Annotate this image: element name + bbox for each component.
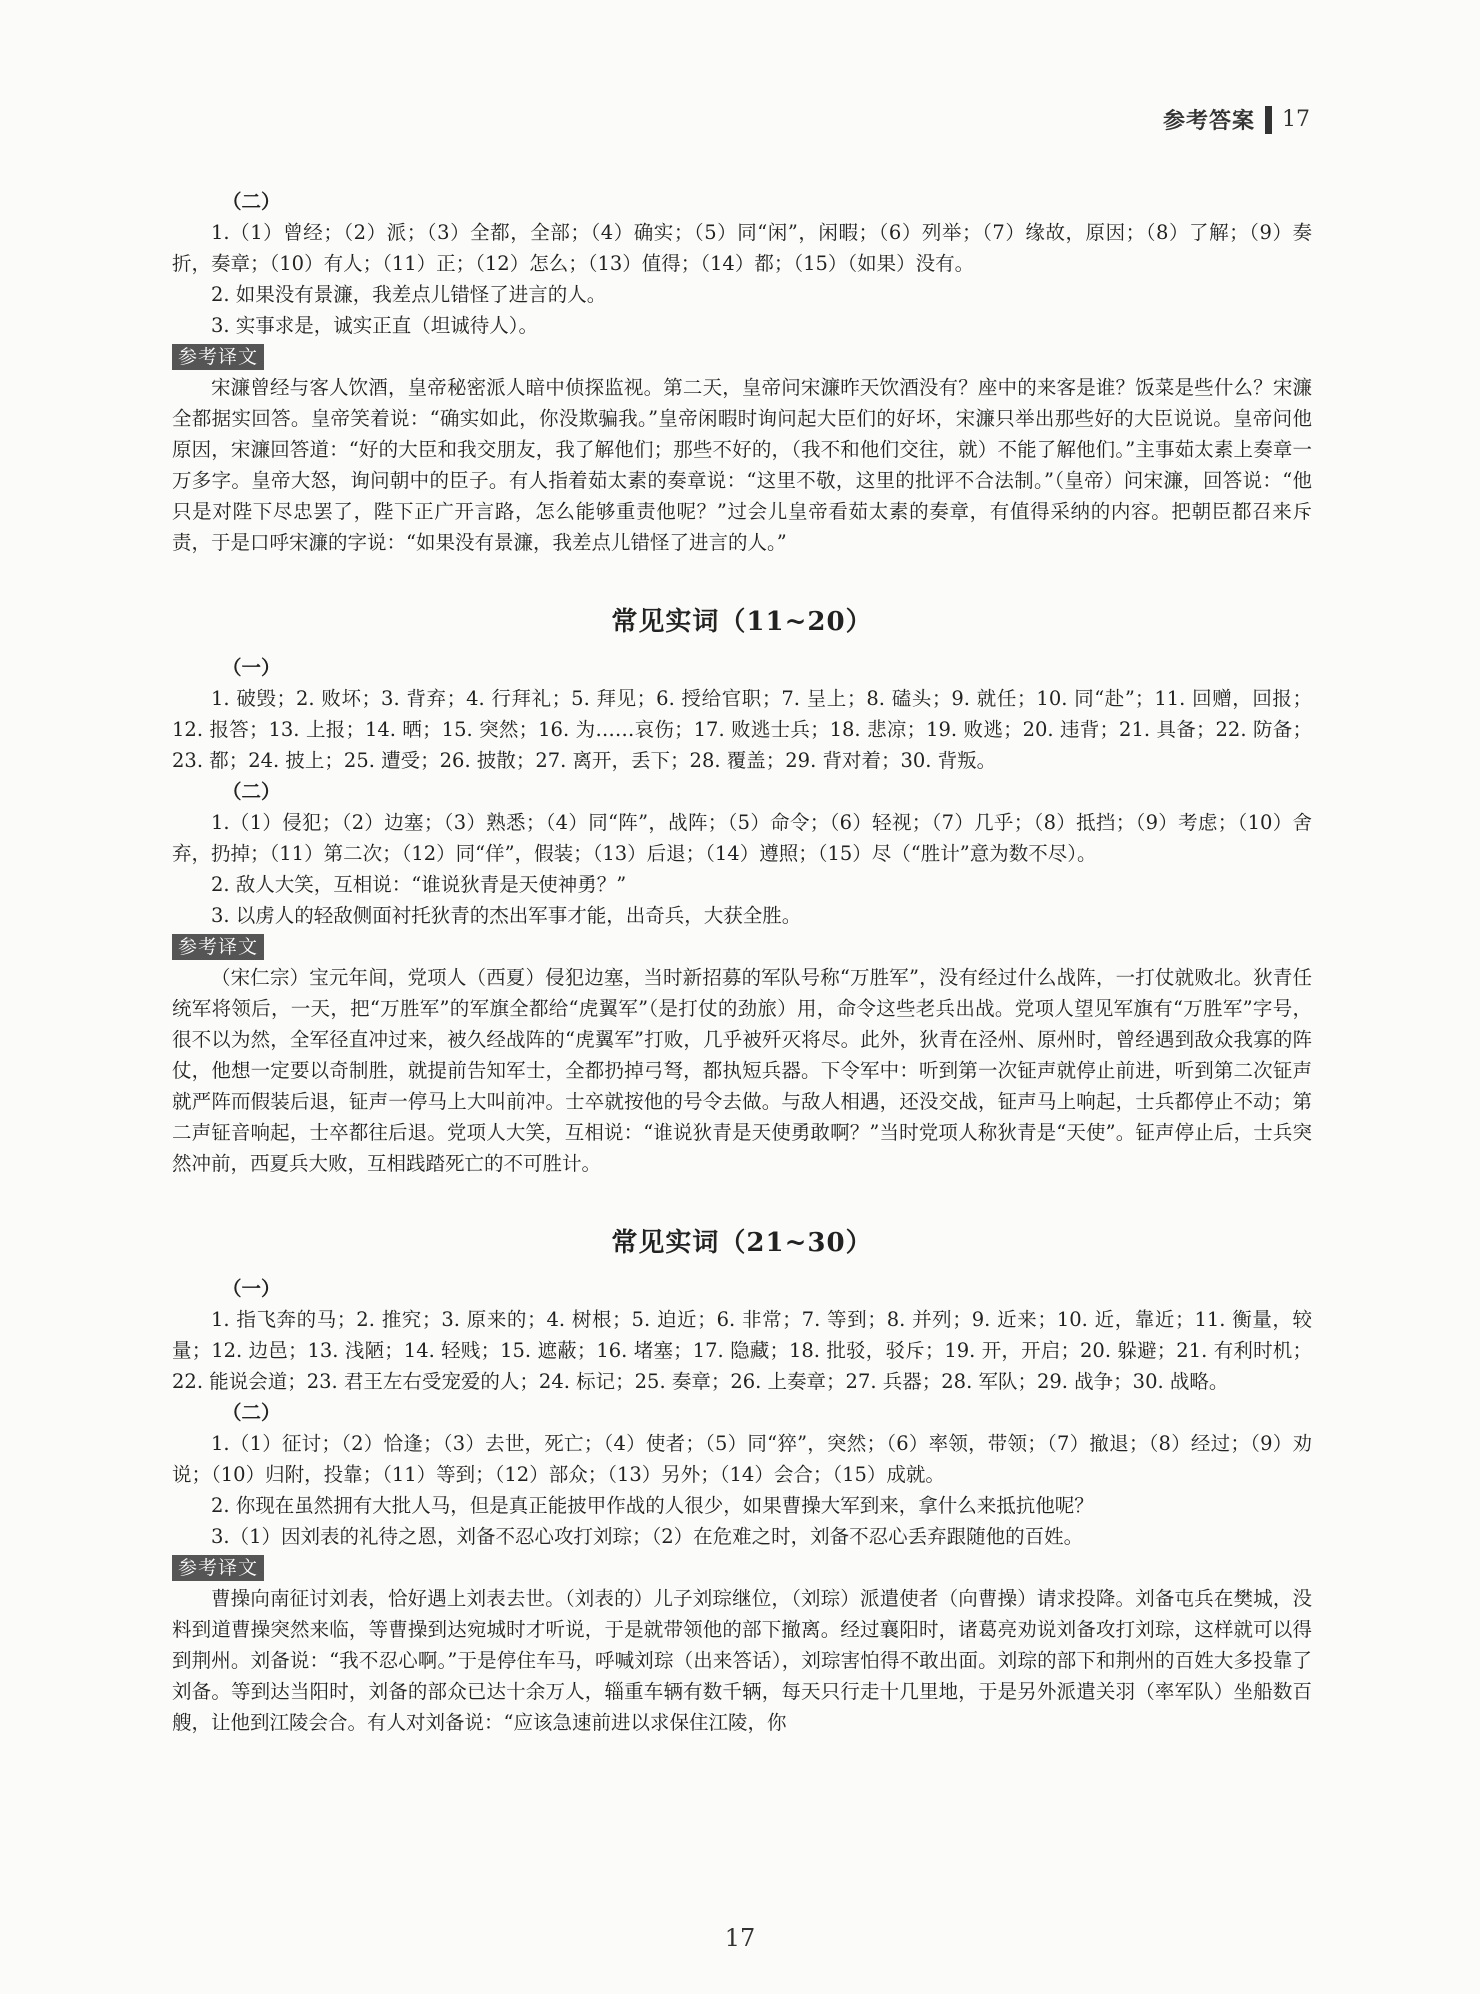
header-page-number: 17: [1282, 107, 1310, 132]
footer-page-number: 17: [724, 1924, 756, 1952]
answer-item: 2. 如果没有景濂，我差点儿错怪了进言的人。: [211, 283, 607, 306]
header-title: 参考答案: [1162, 109, 1255, 134]
answer-item: 1.（1）曾经；（2）派；（3）全都，全部；（4）确实；（5）同“闲”，闲暇；（6）列举；（7）缘故，原因；（8）了解；（9）奏折，奏章；（10）有人；（11）正；（12）怎么；（13）值得；（14）都；（15）（如果）没有。: [172, 221, 1312, 275]
section-title: 常见实词（21~30）: [611, 1228, 873, 1258]
answer-item: 2. 你现在虽然拥有大批人马，但是真正能披甲作战的人很少，如果曹操大军到来，拿什么来抵抗他呢？: [211, 1494, 1094, 1517]
answer-item: 2. 敌人大笑，互相说：“谁说狄青是天使神勇？”: [211, 873, 627, 896]
translation-label: 参考译文: [172, 1555, 264, 1581]
translation-paragraph: （宋仁宗）宝元年间，党项人（西夏）侵犯边塞，当时新招募的军队号称“万胜军”，没有经过什么战阵，一打仗就败北。狄青任统军将领后，一天，把“万胜军”的军旗全都给“虎翼军”（是打仗的劲旅）用，命令这些老兵出战。党项人望见军旗有“万胜军”字号，很不以为然，全军径直冲过来，被久经战阵的“虎翼军”打败，几乎被歼灭将尽。此外，狄青在泾州、原州时，曾经遇到敌众我寡的阵仗，他想一定要以奇制胜，就提前告知军士，全都扔掉弓弩，都执短兵器。下令军中：听到第一次钲声就停止前进，听到第二次钲声就严阵而假装后退，钲声一停马上大叫前冲。士卒就按他的号令去做。与敌人相遇，还没交战，钲声马上响起，士兵都停止不动；第二声钲音响起，士卒都往后退。党项人大笑，互相说：“谁说狄青是天使勇敢啊？”当时党项人称狄青是“天使”。钲声停止后，士兵突然冲前，西夏兵大败，互相践踏死亡的不可胜计。: [172, 966, 1312, 1175]
answer-item: 1.（1）侵犯；（2）边塞；（3）熟悉；（4）同“阵”，战阵；（5）命令；（6）轻视；（7）几乎；（8）抵挡；（9）考虑；（10）舍弃，扔掉；（11）第二次；（12）同“佯”，假装；（13）后退；（14）遵照；（15）尽（“胜计”意为数不尽）。: [172, 811, 1312, 865]
answer-item: 1.（1）征讨；（2）恰逢；（3）去世，死亡；（4）使者；（5）同“猝”，突然；（6）率领，带领；（7）撤退；（8）经过；（9）劝说；（10）归附，投靠；（11）等到；（12）部众；（13）另外；（14）会合；（15）成就。: [172, 1432, 1312, 1486]
page-content: [172, 186, 1312, 1738]
answer-paragraph: 1. 破毁；2. 败坏；3. 背弃；4. 行拜礼；5. 拜见；6. 授给官职；7. 呈上；8. 磕头；9. 就任；10. 同“赴”；11. 回赠，回报；12. 报答；13. 上报；14. 晒；15. 突然；16. 为……哀伤；17. 败逃士兵；18. 悲凉；19. 败逃；20. 违背；21. 具备；22. 防备；23. 都；24. 披上；25. 遭受；26. 披散；27. 离开，丢下；28. 覆盖；29. 背对着；30. 背叛。: [172, 687, 1312, 772]
running-header: [1163, 104, 1310, 135]
subsection-heading: （一）: [222, 1277, 281, 1300]
answer-item: 3. 以虏人的轻敌侧面衬托狄青的杰出军事才能，出奇兵，大获全胜。: [211, 904, 802, 927]
spacer: [172, 1179, 1312, 1201]
spacer: [172, 558, 1312, 580]
subsection-heading: （二）: [222, 1401, 281, 1424]
section-title: 常见实词（11~20）: [611, 607, 873, 637]
subsection-heading: （二）: [222, 190, 281, 213]
answer-item: 3.（1）因刘表的礼待之恩，刘备不忍心攻打刘琮；（2）在危难之时，刘备不忍心丢弃跟随他的百姓。: [211, 1525, 1084, 1548]
translation-paragraph: 曹操向南征讨刘表，恰好遇上刘表去世。（刘表的）儿子刘琮继位，（刘琮）派遣使者（向曹操）请求投降。刘备屯兵在樊城，没料到道曹操突然来临，等曹操到达宛城时才听说，于是就带领他的部下撤离。经过襄阳时，诸葛亮劝说刘备攻打刘琮，这样就可以得到荆州。刘备说：“我不忍心啊。”于是停住车马，呼喊刘琮（出来答话），刘琮害怕得不敢出面。刘琮的部下和荆州的百姓大多投靠了刘备。等到达当阳时，刘备的部众已达十余万人，辎重车辆有数千辆，每天只行走十几里地，于是另外派遣关羽（率军队）坐船数百艘，让他到江陵会合。有人对刘备说：“应该急速前进以求保住江陵，你: [172, 1587, 1312, 1734]
answer-paragraph: 1. 指飞奔的马；2. 推究；3. 原来的；4. 树根；5. 迫近；6. 非常；7. 等到；8. 并列；9. 近来；10. 近，靠近；11. 衡量，较量；12. 边邑；13. 浅陋；14. 轻贱；15. 遮蔽；16. 堵塞；17. 隐藏；18. 批驳，驳斥；19. 开，开启；20. 躲避；21. 有利时机；22. 能说会道；23. 君王左右受宠爱的人；24. 标记；25. 奏章；26. 上奏章；27. 兵器；28. 军队；29. 战争；30. 战略。: [172, 1308, 1312, 1393]
subsection-heading: （一）: [222, 656, 281, 679]
answer-item: 3. 实事求是，诚实正直（坦诚待人）。: [211, 314, 539, 337]
subsection-heading: （二）: [222, 780, 281, 803]
translation-label: 参考译文: [172, 934, 264, 960]
header-divider-bar: [1265, 106, 1272, 134]
translation-label: 参考译文: [172, 344, 264, 370]
translation-paragraph: 宋濂曾经与客人饮酒，皇帝秘密派人暗中侦探监视。第二天，皇帝问宋濂昨天饮酒没有？座中的来客是谁？饭菜是些什么？宋濂全都据实回答。皇帝笑着说：“确实如此，你没欺骗我。”皇帝闲暇时询问起大臣们的好坏，宋濂只举出那些好的大臣说说。皇帝问他原因，宋濂回答道：“好的大臣和我交朋友，我了解他们；那些不好的，（我不和他们交往，就）不能了解他们。”主事茹太素上奏章一万多字。皇帝大怒，询问朝中的臣子。有人指着茹太素的奏章说：“这里不敬，这里的批评不合法制。”（皇帝）问宋濂，回答说：“他只是对陛下尽忠罢了，陛下正广开言路，怎么能够重责他呢？”过会儿皇帝看茹太素的奏章，有值得采纳的内容。把朝臣都召来斥责，于是口呼宋濂的字说：“如果没有景濂，我差点儿错怪了进言的人。”: [172, 376, 1312, 554]
